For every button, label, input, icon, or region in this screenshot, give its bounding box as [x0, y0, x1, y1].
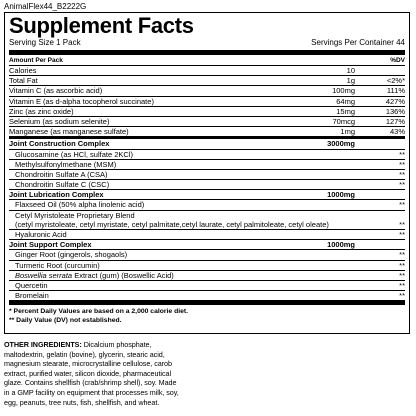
- nutrient-amount: 100mg: [332, 86, 355, 96]
- dv-header: %DV: [390, 57, 405, 64]
- file-label: AnimalFlex44_B2222G: [4, 2, 87, 11]
- group-header: [9, 239, 405, 249]
- ingredient-row: [9, 280, 405, 290]
- ingredient-dv: **: [399, 291, 405, 301]
- nutrient-dv: 111%: [386, 86, 405, 96]
- ingredient-dv: **: [399, 169, 405, 179]
- column-header: [9, 56, 405, 65]
- ingredient-name: Hyaluronic Acid: [15, 230, 67, 240]
- servings-per-container: Servings Per Container 44: [311, 38, 405, 47]
- ingredient-row: [9, 249, 405, 259]
- nutrient-dv: 43%: [389, 127, 405, 137]
- ingredient-dv: **: [399, 219, 405, 229]
- ingredient-dv: **: [399, 180, 405, 190]
- nutrient-name: Vitamin C (as ascorbic acid): [9, 86, 103, 96]
- nutrient-dv: 427%: [385, 96, 405, 106]
- joint-lubrication-group: [9, 189, 405, 239]
- nutrient-row: [9, 85, 405, 95]
- other-ingredients-label: OTHER INGREDIENTS:: [4, 340, 82, 349]
- nutrient-name: Vitamin E (as d-alpha tocopherol succinate): [9, 96, 154, 106]
- ingredient-row: [9, 229, 405, 239]
- joint-support-group: [9, 239, 405, 300]
- ingredient-name: Quercetin: [15, 280, 48, 290]
- joint-construction-group: [9, 139, 405, 189]
- footnotes: [9, 308, 405, 325]
- group-amount: 3000mg: [327, 139, 355, 149]
- ingredient-name: Cetyl Myristoleate Proprietary Blend: [15, 210, 135, 220]
- group-header: [9, 139, 405, 148]
- group-name: Joint Construction Complex: [9, 139, 110, 149]
- other-ingredients-text: Dicalcium phosphate, maltodextrin, gelatin (bovine), glycerin, stearic acid, magnesium stearate, microcrystalline cellulose, carob extract, purified water, silicon dioxide, pharmaceutical glaze. Contains shellfish (crab/shrimp shell), soy. Made in a GMP facility on equipment that processes milk, soy, egg, peanuts, tree nuts, fish, shellfish, and wheat.: [4, 340, 179, 407]
- nutrient-amount: 70mcg: [332, 116, 355, 126]
- ingredient-name: Methylsulfonylmethane (MSM): [15, 159, 117, 169]
- ingredient-name: Chondroitin Sulfate C (CSC): [15, 180, 110, 190]
- group-name: Joint Support Complex: [9, 240, 92, 250]
- ingredient-subtext: (cetyl myristoleate, cetyl myristate, cetyl palmitate,cetyl laurate, cetyl palmitoleate, cetyl oleate): [15, 219, 329, 229]
- nutrient-amount: 15mg: [336, 106, 355, 116]
- group-amount: 1000mg: [327, 240, 355, 250]
- nutrient-row: [9, 65, 405, 75]
- nutrient-amount: 1mg: [340, 127, 355, 137]
- group-header: [9, 189, 405, 199]
- nutrient-row: [9, 126, 405, 136]
- ingredient-row: [9, 260, 405, 270]
- ingredient-row: [9, 149, 405, 159]
- serving-info: [9, 38, 405, 48]
- panel-title: Supplement Facts: [9, 13, 194, 38]
- ingredient-name: Turmeric Root (curcumin): [15, 260, 100, 270]
- ingredient-dv: **: [399, 149, 405, 159]
- ingredient-name-rest: Extract (gum) (Boswellic Acid): [72, 270, 174, 280]
- ingredient-dv: **: [399, 270, 405, 280]
- amount-header: Amount Per Pack: [9, 57, 63, 64]
- nutrient-row: [9, 75, 405, 85]
- nutrient-row: [9, 106, 405, 116]
- nutrient-list: [9, 65, 405, 136]
- footnote-not-established: ** Daily Value (DV) not established.: [9, 316, 122, 324]
- group-amount: 1000mg: [327, 190, 355, 200]
- nutrient-name: Calories: [9, 66, 37, 75]
- ingredient-row: [9, 199, 405, 209]
- ingredient-dv: **: [399, 260, 405, 270]
- group-name: Joint Lubrication Complex: [9, 190, 104, 200]
- ingredient-row: [9, 169, 405, 179]
- ingredient-name: [15, 271, 174, 280]
- ingredient-dv: **: [399, 159, 405, 169]
- ingredient-row: [9, 290, 405, 300]
- nutrient-row: [9, 116, 405, 126]
- nutrient-name: Zinc (as zinc oxide): [9, 106, 74, 116]
- nutrient-dv: 136%: [385, 106, 405, 116]
- nutrient-amount: 10: [346, 66, 355, 75]
- ingredient-row: [9, 210, 405, 229]
- footnote-daily-values: * Percent Daily Values are based on a 2,000 calorie diet.: [9, 308, 189, 316]
- ingredient-dv: **: [399, 250, 405, 260]
- ingredient-name: Flaxseed Oil (50% alpha linolenic acid): [15, 200, 145, 210]
- ingredient-dv: **: [399, 280, 405, 290]
- supplement-facts-panel: [4, 12, 410, 334]
- serving-size: Serving Size 1 Pack: [9, 38, 81, 47]
- other-ingredients: [4, 340, 179, 407]
- ingredient-name: Ginger Root (gingerols, shogaols): [15, 250, 128, 260]
- nutrient-dv: <2%*: [386, 76, 405, 86]
- ingredient-dv: **: [399, 230, 405, 240]
- ingredient-name: Bromelain: [15, 291, 49, 301]
- nutrient-name: Selenium (as sodium selenite): [9, 116, 110, 126]
- nutrient-dv: 127%: [385, 116, 405, 126]
- ingredient-name: Chondroitin Sulfate A (CSA): [15, 169, 108, 179]
- thick-rule: [9, 50, 405, 55]
- ingredient-dv: **: [399, 200, 405, 210]
- nutrient-name: Total Fat: [9, 76, 38, 86]
- ingredient-name-italic: Boswellia serrata: [15, 270, 73, 280]
- nutrient-amount: 1g: [346, 76, 355, 86]
- ingredient-row: [9, 159, 405, 169]
- ingredient-row: [9, 179, 405, 189]
- nutrient-row: [9, 96, 405, 106]
- ingredient-row: [9, 270, 405, 280]
- nutrient-amount: 64mg: [336, 96, 355, 106]
- nutrient-name: Manganese (as manganese sulfate): [9, 127, 129, 137]
- ingredient-name: Glucosamine (as HCl, sulfate 2KCl): [15, 149, 133, 159]
- footer-rule: [9, 300, 405, 305]
